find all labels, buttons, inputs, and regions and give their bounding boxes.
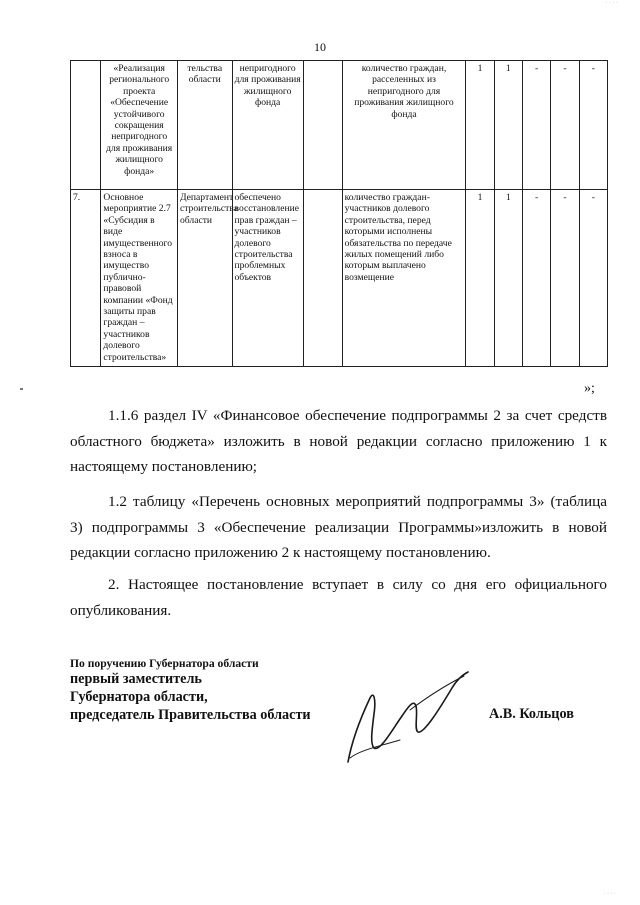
- closing-quote: »;: [584, 381, 595, 396]
- value-cell: -: [579, 190, 607, 367]
- indicator: количество граждан-участников долевого строительства, перед которыми исполнены обязательства по передаче жилых помещений либо которым выплачено возмещение: [342, 190, 466, 367]
- value-cell: -: [522, 61, 550, 190]
- value-cell: 1: [466, 190, 494, 367]
- paragraph-2: 2. Настоящее постановление вступает в силу со дня его официального опубликования.: [70, 576, 607, 619]
- paragraph-1-2: 1.2 таблицу «Перечень основных мероприятий подпрограммы 3» (таблица 3) подпрограммы 3 «Обеспечение реализации Программы»изложить в новой редакции согласно приложению 2 к настоящему постановлению.: [70, 493, 607, 561]
- expected-result: обеспечено восстановление прав граждан – участников долевого строительства проблемных объектов: [232, 190, 303, 367]
- signatory-title-line-2: Губернатора области,: [70, 689, 208, 705]
- indicator: количество граждан, расселенных из непригодного для проживания жилищного фонда: [342, 61, 466, 190]
- scan-speck: [20, 388, 23, 390]
- value-cell: 1: [494, 190, 522, 367]
- measure-name: Основное мероприятие 2.7 «Субсидия в виде имущественного взноса в имущество публично-правовой компании «Фонд защиты прав граждан – участников долевого строительства»: [101, 190, 178, 367]
- executor: тельства области: [177, 61, 232, 190]
- measures-table: [70, 60, 608, 367]
- value-cell: -: [551, 190, 579, 367]
- value-cell: 1: [466, 61, 494, 190]
- table-row: [71, 61, 608, 190]
- page-number: 10: [314, 40, 326, 54]
- value-cell: 1: [494, 61, 522, 190]
- signatory-title-line-3: председатель Правительства области: [70, 707, 311, 723]
- blank-cell: [303, 190, 342, 367]
- handwritten-signature: [340, 670, 470, 770]
- value-cell: -: [522, 190, 550, 367]
- value-cell: -: [579, 61, 607, 190]
- table-row: [71, 190, 608, 367]
- value-cell: -: [551, 61, 579, 190]
- signatory-title-line-1: первый заместитель: [70, 671, 202, 687]
- signatory-name: А.В. Кольцов: [489, 706, 574, 722]
- blank-cell: [303, 61, 342, 190]
- row-number: [71, 61, 101, 190]
- expected-result: непригодного для проживания жилищного фонда: [232, 61, 303, 190]
- paragraph-1-1-6: 1.1.6 раздел IV «Финансовое обеспечение подпрограммы 2 за счет средств областного бюджета» изложить в новой редакции согласно приложению 1 к настоящему постановлению;: [70, 407, 607, 475]
- signatory-mandate: По поручению Губернатора области: [70, 657, 259, 670]
- scan-mark-top: · · · ·: [605, 0, 618, 6]
- executor: Департамент строительства области: [177, 190, 232, 367]
- scan-mark-bottom: · · · ·: [603, 891, 616, 897]
- row-number: 7.: [71, 190, 101, 367]
- measure-name: «Реализация регионального проекта «Обеспечение устойчивого сокращения непригодного для проживания жилищного фонда»: [101, 61, 178, 190]
